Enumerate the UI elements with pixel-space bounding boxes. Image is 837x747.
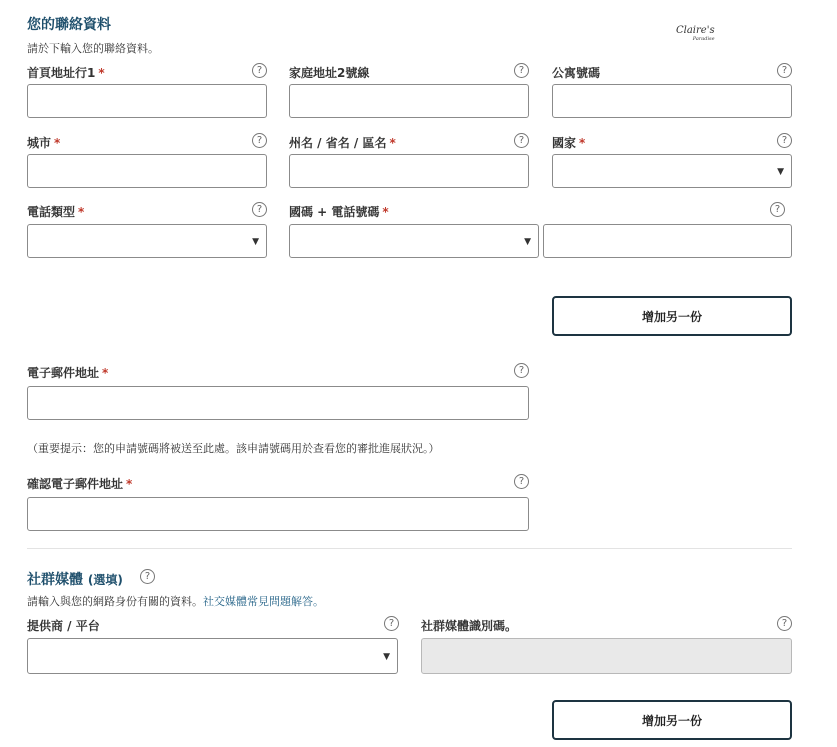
address1-label: 首頁地址行1 *	[27, 66, 105, 80]
confirm-email-input[interactable]	[27, 497, 529, 531]
chevron-down-icon: ▼	[777, 167, 784, 177]
country-label: 國家 *	[552, 136, 586, 150]
address1-help-icon[interactable]: ?	[252, 63, 267, 78]
section-divider	[27, 548, 792, 549]
add-another-contact-button[interactable]: 增加另一份	[552, 296, 792, 336]
contact-section-title: 您的聯絡資料	[27, 17, 111, 33]
phone-code-label: 國碼 + 電話號碼 *	[289, 205, 389, 219]
address1-input[interactable]	[27, 84, 267, 118]
apartment-input[interactable]	[552, 84, 792, 118]
city-input[interactable]	[27, 154, 267, 188]
social-help-icon[interactable]: ?	[140, 569, 155, 584]
email-help-icon[interactable]: ?	[514, 363, 529, 378]
confirm-email-help-icon[interactable]: ?	[514, 474, 529, 489]
address2-label: 家庭地址2號線	[289, 66, 370, 80]
city-label: 城市 *	[27, 136, 61, 150]
provider-help-icon[interactable]: ?	[384, 616, 399, 631]
watermark-logo: Claire's Paradise	[676, 25, 715, 42]
apartment-label: 公寓號碼	[552, 66, 601, 80]
identifier-label: 社群媒體識別碼。	[421, 619, 518, 633]
phone-type-label: 電話類型 *	[27, 205, 85, 219]
contact-section-subtitle: 請於下輸入您的聯絡資料。	[27, 42, 159, 55]
state-help-icon[interactable]: ?	[514, 133, 529, 148]
provider-select[interactable]	[27, 638, 398, 674]
chevron-down-icon: ▼	[252, 237, 259, 247]
social-section-title: 社群媒體 (選填)	[27, 572, 123, 588]
social-faq-link[interactable]: 社交媒體常見問題解答。	[203, 595, 324, 608]
chevron-down-icon: ▼	[524, 237, 531, 247]
email-input[interactable]	[27, 386, 529, 420]
phone-number-input[interactable]	[543, 224, 792, 258]
social-subtitle: 請輸入與您的網路身份有關的資料。社交媒體常見問題解答。	[27, 595, 324, 608]
city-help-icon[interactable]: ?	[252, 133, 267, 148]
country-help-icon[interactable]: ?	[777, 133, 792, 148]
country-select[interactable]	[552, 154, 792, 188]
phone-number-help-icon[interactable]: ?	[770, 202, 785, 217]
identifier-help-icon[interactable]: ?	[777, 616, 792, 631]
address2-input[interactable]	[289, 84, 529, 118]
address2-help-icon[interactable]: ?	[514, 63, 529, 78]
state-input[interactable]	[289, 154, 529, 188]
add-another-social-button[interactable]: 增加另一份	[552, 700, 792, 740]
country-code-select[interactable]	[289, 224, 539, 258]
confirm-email-label: 確認電子郵件地址 *	[27, 477, 133, 491]
apartment-help-icon[interactable]: ?	[777, 63, 792, 78]
provider-label: 提供商 / 平台	[27, 619, 100, 633]
email-note: （重要提示：您的申請號碼將被送至此處。該申請號碼用於查看您的審批進展狀況。）	[27, 442, 440, 455]
chevron-down-icon: ▼	[383, 652, 390, 662]
phone-type-select[interactable]	[27, 224, 267, 258]
state-label: 州名 / 省名 / 區名 *	[289, 136, 396, 150]
email-label: 電子郵件地址 *	[27, 366, 109, 380]
identifier-input[interactable]	[421, 638, 792, 674]
phone-type-help-icon[interactable]: ?	[252, 202, 267, 217]
